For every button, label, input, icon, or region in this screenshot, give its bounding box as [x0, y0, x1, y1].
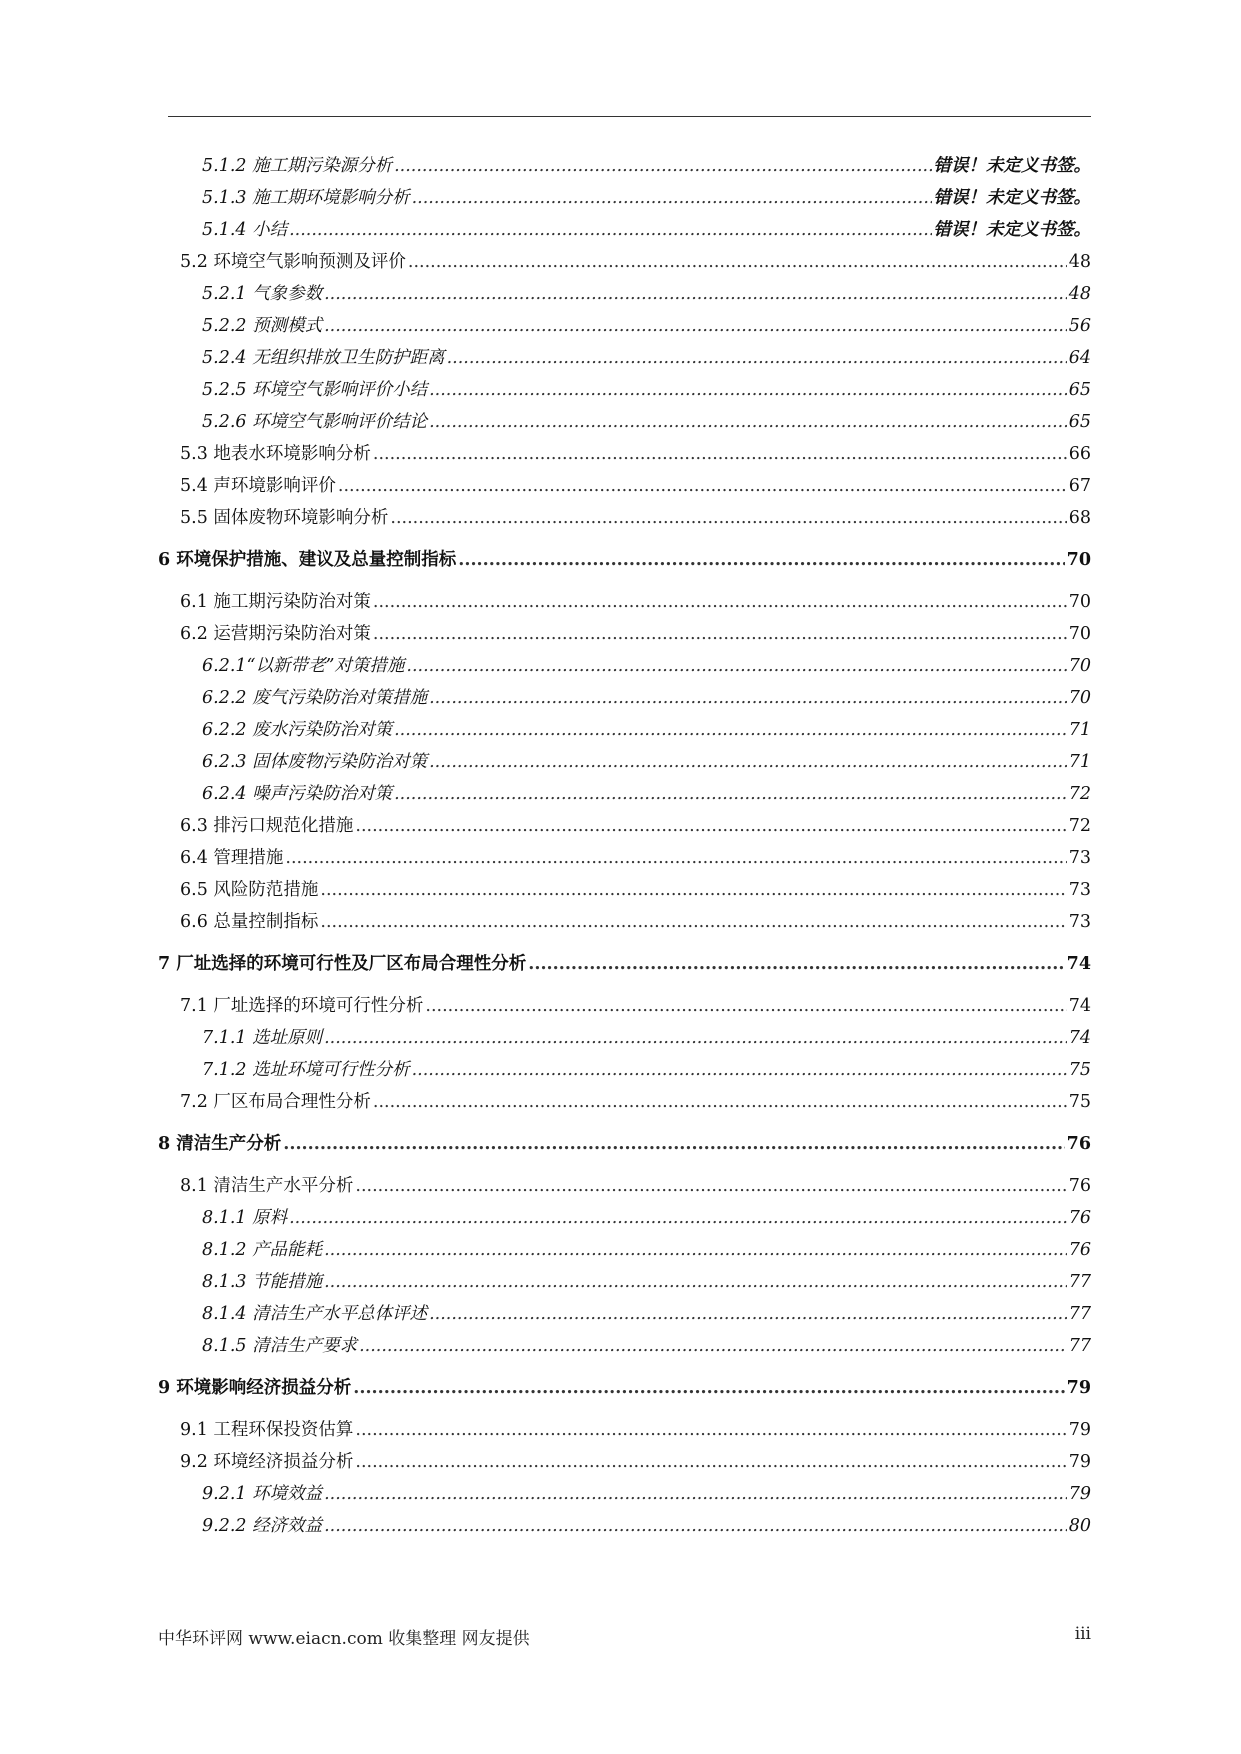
toc-entry-page: 77: [1068, 1304, 1091, 1324]
toc-entry-page: 70: [1068, 624, 1091, 644]
toc-dot-leader: [355, 1414, 1066, 1446]
toc-entry-page: 65: [1068, 380, 1091, 400]
toc-dot-leader: [324, 1022, 1067, 1054]
toc-entry-label: 8.1 清洁生产水平分析: [180, 1176, 354, 1196]
toc-bookmark-error: 错误！未定义书签。: [933, 156, 1091, 176]
toc-entry[interactable]: [158, 1330, 1091, 1362]
table-of-contents: [158, 150, 1091, 1542]
toc-dot-leader: [324, 278, 1067, 310]
toc-entry-label: 5.2.6 环境空气影响评价结论: [202, 412, 428, 432]
toc-entry[interactable]: [158, 1510, 1091, 1542]
toc-entry-label: 6.2.4 噪声污染防治对策: [202, 784, 393, 804]
toc-dot-leader: [324, 310, 1067, 342]
toc-entry-label: 7.1 厂址选择的环境可行性分析: [180, 996, 424, 1016]
toc-entry[interactable]: [158, 618, 1091, 650]
toc-dot-leader: [408, 246, 1067, 278]
toc-entry-page: 76: [1068, 1240, 1091, 1260]
toc-entry-label: 6.2.1“以新带老”对策措施: [202, 656, 405, 676]
toc-entry[interactable]: [158, 1414, 1091, 1446]
toc-entry[interactable]: [158, 310, 1091, 342]
toc-entry[interactable]: [158, 650, 1091, 682]
toc-entry-label: 8.1.4 清洁生产水平总体评述: [202, 1304, 428, 1324]
toc-entry-page: 77: [1068, 1272, 1091, 1292]
toc-entry[interactable]: [158, 214, 1091, 246]
toc-dot-leader: [359, 1330, 1067, 1362]
toc-dot-leader: [324, 1234, 1067, 1266]
toc-entry-label: 7.1.1 选址原则: [202, 1028, 323, 1048]
toc-entry-page: 68: [1068, 508, 1091, 528]
toc-entry-label: 5.1.2 施工期污染源分析: [202, 156, 393, 176]
toc-entry[interactable]: [158, 502, 1091, 534]
toc-entry-label: 6.2 运营期污染防治对策: [180, 624, 371, 644]
toc-entry-page: 72: [1068, 816, 1091, 836]
toc-entry-page: 75: [1068, 1060, 1091, 1080]
header-rule: [168, 116, 1091, 117]
toc-entry-page: 74: [1068, 996, 1091, 1016]
toc-dot-leader: [412, 1054, 1067, 1086]
toc-entry-label: 5.2.5 环境空气影响评价小结: [202, 380, 428, 400]
toc-dot-leader: [320, 906, 1066, 938]
toc-entry-page: 67: [1068, 476, 1091, 496]
toc-entry-page: 79: [1068, 1420, 1091, 1440]
toc-entry[interactable]: [158, 1478, 1091, 1510]
toc-entry-label: 7.2 厂区布局合理性分析: [180, 1092, 371, 1112]
toc-entry[interactable]: [158, 1372, 1091, 1404]
toc-dot-leader: [429, 406, 1067, 438]
toc-dot-leader: [285, 842, 1066, 874]
toc-dot-leader: [373, 1086, 1067, 1118]
toc-dot-leader: [429, 746, 1067, 778]
toc-entry-label: 9.2.2 经济效益: [202, 1516, 323, 1536]
toc-entry-page: 75: [1068, 1092, 1091, 1112]
toc-entry-label: 5.4 声环境影响评价: [180, 476, 336, 496]
toc-entry-page: 70: [1068, 688, 1091, 708]
toc-dot-leader: [394, 778, 1067, 810]
toc-entry[interactable]: [158, 990, 1091, 1022]
toc-entry-label: 5.3 地表水环境影响分析: [180, 444, 371, 464]
toc-entry-label: 6.6 总量控制指标: [180, 912, 319, 932]
toc-dot-leader: [458, 544, 1064, 576]
toc-entry[interactable]: [158, 1128, 1091, 1160]
toc-entry-page: 72: [1068, 784, 1091, 804]
toc-entry-page: 64: [1068, 348, 1091, 368]
footer-page-number: iii: [1074, 1624, 1091, 1644]
toc-dot-leader: [355, 1170, 1066, 1202]
toc-entry[interactable]: [158, 150, 1091, 182]
toc-entry[interactable]: [158, 714, 1091, 746]
toc-entry-page: 71: [1068, 720, 1091, 740]
toc-entry-page: 70: [1068, 656, 1091, 676]
toc-entry[interactable]: [158, 342, 1091, 374]
toc-entry-label: 9.2.1 环境效益: [202, 1484, 323, 1504]
toc-entry-page: 73: [1068, 912, 1091, 932]
toc-dot-leader: [324, 1478, 1067, 1510]
toc-entry-label: 9 环境影响经济损益分析: [158, 1378, 352, 1398]
toc-entry[interactable]: [158, 246, 1091, 278]
toc-entry-label: 6 环境保护措施、建议及总量控制指标: [158, 550, 457, 570]
toc-dot-leader: [373, 586, 1067, 618]
toc-dot-leader: [324, 1266, 1067, 1298]
toc-entry-label: 5.2.2 预测模式: [202, 316, 323, 336]
footer-source: 中华环评网 www.eiacn.com 收集整理 网友提供: [158, 1629, 530, 1649]
toc-dot-leader: [320, 874, 1066, 906]
toc-entry-label: 5.2.1 气象参数: [202, 284, 323, 304]
toc-entry[interactable]: [158, 1234, 1091, 1266]
toc-dot-leader: [373, 618, 1067, 650]
toc-entry-page: 48: [1068, 252, 1091, 272]
toc-entry[interactable]: [158, 1086, 1091, 1118]
toc-entry-label: 5.1.4 小结: [202, 220, 288, 240]
toc-entry-label: 6.2.3 固体废物污染防治对策: [202, 752, 428, 772]
toc-dot-leader: [390, 502, 1066, 534]
toc-entry-label: 9.1 工程环保投资估算: [180, 1420, 354, 1440]
toc-entry-page: 76: [1066, 1134, 1091, 1154]
toc-entry-page: 48: [1068, 284, 1091, 304]
toc-entry[interactable]: [158, 1054, 1091, 1086]
toc-entry-page: 74: [1068, 1028, 1091, 1048]
toc-dot-leader: [373, 438, 1067, 470]
toc-entry-label: 6.4 管理措施: [180, 848, 284, 868]
toc-entry-label: 8.1.1 原料: [202, 1208, 288, 1228]
toc-entry-label: 8 清洁生产分析: [158, 1134, 282, 1154]
toc-entry[interactable]: [158, 544, 1091, 576]
toc-entry[interactable]: [158, 278, 1091, 310]
toc-entry-page: 73: [1068, 848, 1091, 868]
toc-entry[interactable]: [158, 374, 1091, 406]
toc-entry-page: 76: [1068, 1208, 1091, 1228]
toc-entry-page: 76: [1068, 1176, 1091, 1196]
toc-entry-label: 6.2.2 废水污染防治对策: [202, 720, 393, 740]
toc-entry-label: 9.2 环境经济损益分析: [180, 1452, 354, 1472]
toc-entry-label: 8.1.2 产品能耗: [202, 1240, 323, 1260]
toc-dot-leader: [338, 470, 1067, 502]
toc-entry-label: 7.1.2 选址环境可行性分析: [202, 1060, 410, 1080]
toc-entry-label: 5.5 固体废物环境影响分析: [180, 508, 389, 528]
toc-bookmark-error: 错误！未定义书签。: [933, 220, 1091, 240]
toc-entry[interactable]: [158, 406, 1091, 438]
toc-entry[interactable]: [158, 1266, 1091, 1298]
toc-entry-label: 8.1.5 清洁生产要求: [202, 1336, 358, 1356]
toc-entry-page: 73: [1068, 880, 1091, 900]
toc-entry-page: 71: [1068, 752, 1091, 772]
toc-entry-label: 6.3 排污口规范化措施: [180, 816, 354, 836]
toc-entry-label: 5.2 环境空气影响预测及评价: [180, 252, 406, 272]
toc-entry-page: 80: [1068, 1516, 1091, 1536]
toc-bookmark-error: 错误！未定义书签。: [933, 188, 1091, 208]
toc-dot-leader: [528, 948, 1064, 980]
toc-dot-leader: [394, 714, 1067, 746]
toc-dot-leader: [324, 1510, 1067, 1542]
toc-entry[interactable]: [158, 948, 1091, 980]
toc-dot-leader: [425, 990, 1066, 1022]
toc-entry[interactable]: [158, 1446, 1091, 1478]
toc-dot-leader: [447, 342, 1067, 374]
toc-entry[interactable]: [158, 1298, 1091, 1330]
toc-entry-label: 6.2.2 废气污染防治对策措施: [202, 688, 428, 708]
toc-entry[interactable]: [158, 438, 1091, 470]
toc-entry-page: 65: [1068, 412, 1091, 432]
toc-entry[interactable]: [158, 874, 1091, 906]
toc-entry[interactable]: [158, 842, 1091, 874]
toc-entry-page: 79: [1068, 1452, 1091, 1472]
toc-entry-label: 6.1 施工期污染防治对策: [180, 592, 371, 612]
toc-dot-leader: [429, 374, 1067, 406]
toc-dot-leader: [355, 1446, 1066, 1478]
toc-dot-leader: [289, 214, 931, 246]
toc-entry-page: 74: [1066, 954, 1091, 974]
toc-entry-label: 6.5 风险防范措施: [180, 880, 319, 900]
toc-dot-leader: [406, 650, 1066, 682]
toc-entry-page: 70: [1068, 592, 1091, 612]
toc-dot-leader: [412, 182, 932, 214]
toc-entry-page: 70: [1066, 550, 1091, 570]
toc-dot-leader: [394, 150, 931, 182]
toc-entry-label: 7 厂址选择的环境可行性及厂区布局合理性分析: [158, 954, 527, 974]
toc-entry[interactable]: [158, 1202, 1091, 1234]
toc-entry-page: 56: [1068, 316, 1091, 336]
toc-dot-leader: [283, 1128, 1064, 1160]
toc-dot-leader: [355, 810, 1066, 842]
toc-dot-leader: [429, 682, 1067, 714]
toc-entry[interactable]: [158, 1022, 1091, 1054]
toc-entry[interactable]: [158, 1170, 1091, 1202]
toc-entry[interactable]: [158, 586, 1091, 618]
toc-dot-leader: [289, 1202, 1067, 1234]
toc-entry-page: 66: [1068, 444, 1091, 464]
toc-entry[interactable]: [158, 182, 1091, 214]
toc-entry-label: 8.1.3 节能措施: [202, 1272, 323, 1292]
toc-dot-leader: [353, 1372, 1064, 1404]
toc-entry-label: 5.2.4 无组织排放卫生防护距离: [202, 348, 445, 368]
page-footer: [158, 1624, 1091, 1649]
toc-entry[interactable]: [158, 810, 1091, 842]
toc-dot-leader: [429, 1298, 1067, 1330]
toc-entry-page: 77: [1068, 1336, 1091, 1356]
toc-entry[interactable]: [158, 778, 1091, 810]
toc-entry[interactable]: [158, 906, 1091, 938]
toc-entry-label: 5.1.3 施工期环境影响分析: [202, 188, 410, 208]
toc-entry[interactable]: [158, 682, 1091, 714]
toc-entry[interactable]: [158, 470, 1091, 502]
toc-entry[interactable]: [158, 746, 1091, 778]
toc-entry-page: 79: [1068, 1484, 1091, 1504]
toc-entry-page: 79: [1066, 1378, 1091, 1398]
